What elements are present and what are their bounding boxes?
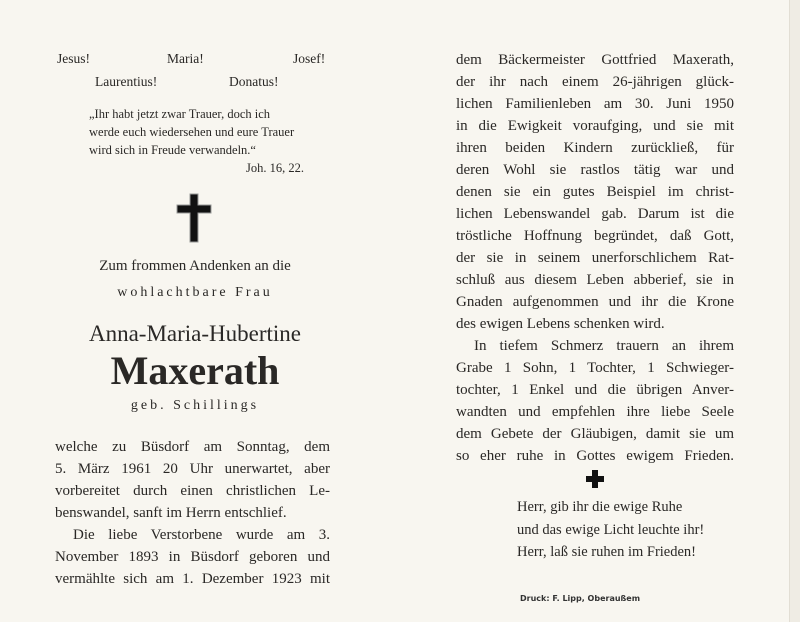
text-line: tröstliche Hoffnung begründet, daß Gott, <box>456 228 734 244</box>
right-paragraph-1 <box>456 49 734 467</box>
invocation-laurentius: Laurentius! <box>95 74 158 89</box>
text-line: lichen Familienleben am 30. Juni 1950 <box>456 96 734 112</box>
text-line: vorbereitet durch einen christlichen Le- <box>55 483 330 499</box>
memorial-line-1: Zum frommen Andenken an die <box>99 258 291 274</box>
card-edge <box>789 0 800 622</box>
text-line: tochter, 1 Enkel und die übrigen Anver- <box>456 382 734 398</box>
text-line: wandten und empfehlen ihre liebe Seele <box>456 404 734 420</box>
prayer-line: und das ewige Licht leuchte ihr! <box>517 521 705 538</box>
deceased-surname: Maxerath <box>110 348 280 393</box>
cross-icon <box>176 193 212 243</box>
text-line: deren Wohl sie rastlos tätig war und <box>456 162 734 178</box>
prayer-line: Herr, laß sie ruhen im Frieden! <box>517 544 696 560</box>
text-line: November 1893 in Büsdorf geboren und <box>55 549 330 565</box>
prayer <box>517 496 704 564</box>
invocation-donatus: Donatus! <box>229 74 279 89</box>
text-line: welche zu Büsdorf am Sonntag, dem <box>55 439 330 455</box>
left-paragraph <box>55 436 330 590</box>
text-line: schluß aus diesem Leben abberief, sie in <box>456 272 734 288</box>
printer-credit: Druck: F. Lipp, Oberaußem <box>520 594 641 603</box>
text-line: dem Gebete der Gläubigen, damit sie um <box>456 426 734 442</box>
maiden-name: geb. Schillings <box>130 398 260 413</box>
small-cross-icon <box>586 470 604 488</box>
text-line: Die liebe Verstorbene wurde am 3. <box>73 527 330 543</box>
invocation-josef: Josef! <box>293 51 326 66</box>
text-line: lichen Lebenswandel gab. Darum ist die <box>456 206 734 222</box>
prayer-line: Herr, gib ihr die ewige Ruhe <box>517 499 683 515</box>
text-line: dem Bäckermeister Gottfried Maxerath, <box>456 52 734 68</box>
text-line: der sie in seinem unerforschlichem Rat- <box>456 250 734 266</box>
invocation-jesus: Jesus! <box>57 51 90 66</box>
text-line: Gnaden aufgenommen und ihr die Krone <box>456 294 734 310</box>
quote-line: „Ihr habt jetzt zwar Trauer, doch ich <box>89 107 271 121</box>
text-line: 5. März 1961 20 Uhr unerwartet, aber <box>55 461 330 477</box>
quote-reference: Joh. 16, 22. <box>246 161 304 175</box>
invocation-maria: Maria! <box>167 51 204 66</box>
quote-line: werde euch wiedersehen und eure Trauer <box>89 125 295 139</box>
text-line: des ewigen Lebens schenken wird. <box>456 316 665 332</box>
text-line: In tiefem Schmerz trauern an ihrem <box>474 338 734 354</box>
text-line: benswandel, sanft im Herrn entschlief. <box>55 505 287 521</box>
text-line: in die Ewigkeit voraufging, und sie mit <box>456 118 734 134</box>
memorial-line-2: wohlachtbare Frau <box>117 285 273 300</box>
text-line: vermählte sich am 1. Dezember 1923 mit <box>55 571 330 587</box>
deceased-first-names: Anna-Maria-Hubertine <box>88 321 302 346</box>
quote-line: wird sich in Freude verwandeln.“ <box>89 143 256 157</box>
text-line: so eher ruhe in Gottes ewigem Frieden. <box>456 448 734 464</box>
text-line: denen sie ein gutes Beispiel im christ- <box>456 184 734 200</box>
text-line: ihren beiden Kindern zurückließ, für <box>456 140 734 156</box>
text-line: der ihr nach einem 26-jährigen glück- <box>456 74 734 90</box>
text-line: Grabe 1 Sohn, 1 Tochter, 1 Schwieger- <box>456 360 734 376</box>
